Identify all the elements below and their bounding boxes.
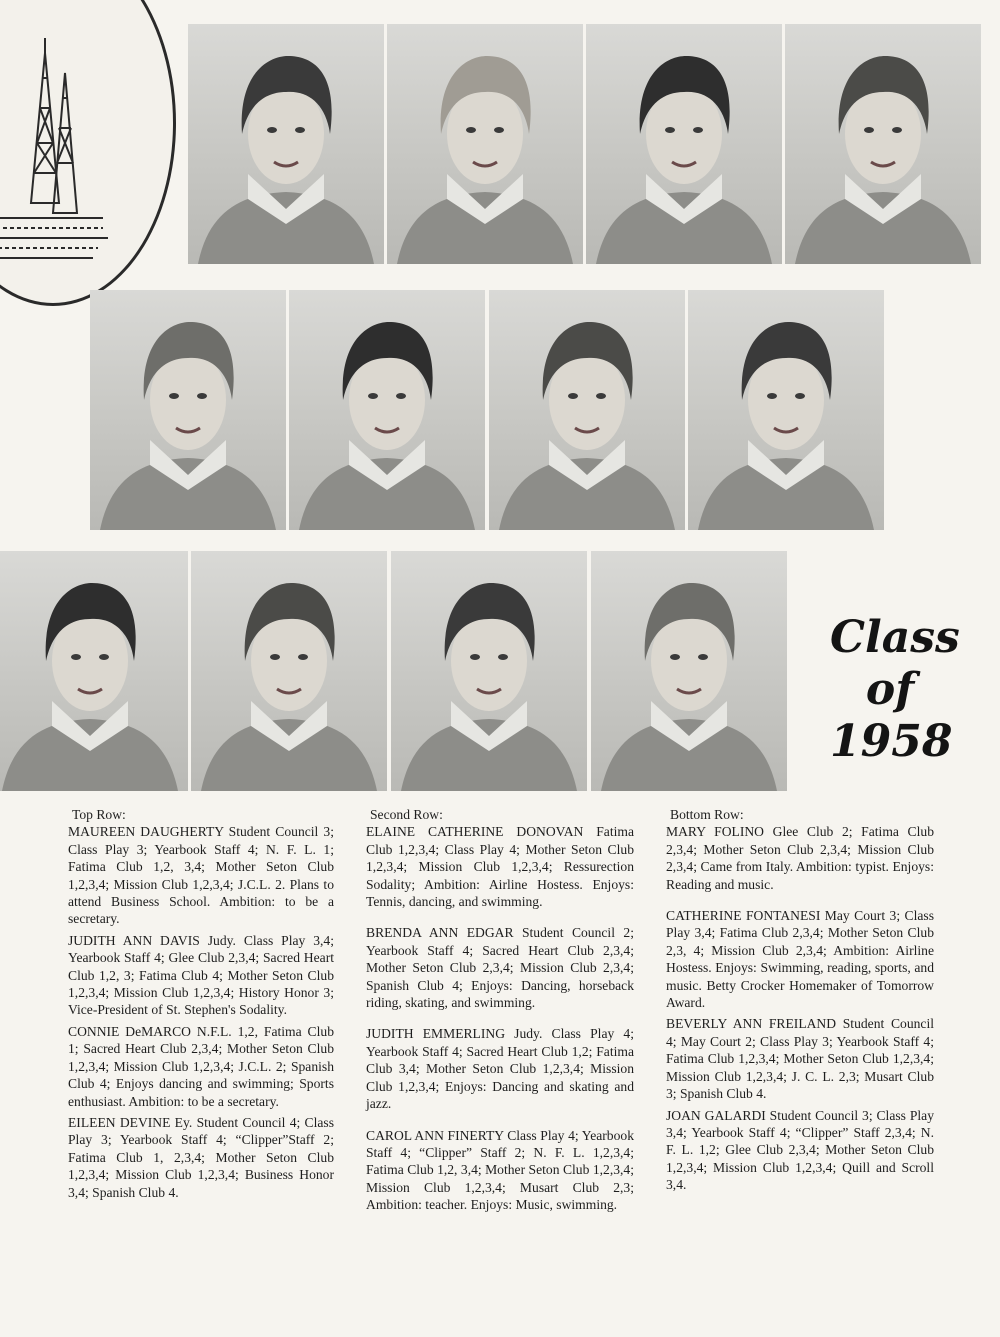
student-portrait-photo xyxy=(785,24,981,264)
school-seal-emblem xyxy=(0,0,176,306)
student-portrait-photo xyxy=(90,290,286,530)
student-portrait-photo xyxy=(586,24,782,264)
student-portrait-photo xyxy=(387,24,583,264)
title-line-3: 1958 xyxy=(830,716,953,767)
student-portrait-photo xyxy=(489,290,685,530)
bio-entry: CATHERINE FONTANESI May Court 3; Class Play 3,4; Fatima Club 2,3,4; Mother Seton Club 2,3, 4; Mission Club 2,3,4; Ambition: Airline Hostess. Enjoys: Swimming, reading, sports, and music. Betty Crocker Homemaker of Tomorrow Award. xyxy=(666,908,934,1011)
bio-entry: MAUREEN DAUGHERTY Student Council 3; Class Play 3; Yearbook Staff 4; N. F. L. 1; Fatima Club 1,2, 3,4; Mother Seton Club 1,2,3,4; Mission Club 1,2,3,4; J.C.L. 2. Plans to attend Business School. Ambition: to be a secretary. xyxy=(68,824,334,927)
bio-entry: EILEEN DEVINE Ey. Student Council 4; Class Play 3; Yearbook Staff 4; “Clipper”Staff 2; Fatima Club 1, 2,3,4; Mother Seton Club 1,2,3,4; Mission Club 1,2,3,4; Business Honor 3,4; Spanish Club 4. xyxy=(68,1114,334,1200)
bio-entry: JOAN GALARDI Student Council 3; Class Play 3,4; Yearbook Staff 4; “Clipper” Staff 2,3,4; N. F. L. 1,2; Glee Club 2,3,4; Mother Seton Club 1,2,3,4; Mission Club 1,2,3,4; Quill and Scroll 3,4. xyxy=(666,1107,934,1193)
bio-entry: CAROL ANN FINERTY Class Play 4; Yearbook Staff 4; “Clipper” Staff 2; N. F. L. 1,2,3,4; Fatima Club 1,2, 3,4; Mother Seton Club 1,2,3,4; Mission Club 1,2,3,4; Musart Club 2,3; Ambition: teacher. Enjoys: Music, swimming. xyxy=(366,1127,634,1213)
title-line-2: of xyxy=(865,664,915,715)
student-portrait-photo xyxy=(191,551,387,791)
bio-entry: JUDITH ANN DAVIS Judy. Class Play 3,4; Yearbook Staff 4; Glee Club 2,3,4; Sacred Heart Club 1,2, 3; Fatima Club 4; Mother Seton Club 1,2,3,4; Mission Club 1,2,3,4; History Honor 3; Vice-President of St. Stephen's Sodality. xyxy=(68,932,334,1018)
student-portrait-photo xyxy=(591,551,787,791)
title-line-1: Class xyxy=(830,612,960,663)
bio-entry: BEVERLY ANN FREILAND Student Council 4; May Court 2; Class Play 3; Yearbook Staff 4; Fatima Club 1,2,3,4; Mother Seton Club 1,2,3,4; Mission Club 1,2,3,4; J. C. L. 2,3; Musart Club 3; Spanish Club 4. xyxy=(666,1016,934,1102)
column-bottom-row xyxy=(666,806,934,1198)
oil-derrick-icon xyxy=(0,0,173,303)
column-second-row xyxy=(366,806,634,1228)
bio-entry: BRENDA ANN EDGAR Student Council 2; Yearbook Staff 4; Sacred Heart Club 2,3,4; Mother Seton Club 2,3,4; Mission Club 2,3,4; Spanish Club 4; Enjoys: Dancing, horseback riding, skating, and swimming. xyxy=(366,925,634,1011)
row-label: Top Row: xyxy=(72,807,126,822)
row-label: Second Row: xyxy=(370,807,443,822)
bio-entry: ELAINE CATHERINE DONOVAN Fatima Club 1,2,3,4; Class Play 4; Mother Seton Club 1,2,3,4; Mission Club 1,2,3,4; Ressurection Sodality; Ambition: Airline Hostess. Enjoys: Tennis, dancing, and swimming. xyxy=(366,824,634,910)
student-portrait-photo xyxy=(391,551,587,791)
class-of-1958-title xyxy=(830,612,960,768)
student-portrait-photo xyxy=(0,551,188,791)
bio-entry: JUDITH EMMERLING Judy. Class Play 4; Yearbook Staff 4; Sacred Heart Club 1,2; Fatima Club 3,4; Mother Seton Club 1,2,3,4; Mission Club 1,2,3,4; Enjoys: Dancing and skating and jazz. xyxy=(366,1026,634,1112)
row-label: Bottom Row: xyxy=(670,807,744,822)
bio-entry: MARY FOLINO Glee Club 2; Fatima Club 2,3,4; Mother Seton Club 2,3,4; Mission Club 2,3,4; Came from Italy. Ambition: typist. Enjoys: Reading and music. xyxy=(666,824,934,892)
student-portrait-photo xyxy=(289,290,485,530)
student-portrait-photo xyxy=(688,290,884,530)
bio-entry: CONNIE DeMARCO N.F.L. 1,2, Fatima Club 1; Sacred Heart Club 2,3,4; Mother Seton Club 1,2,3,4; Mission Club 1,2,3,4; J.C.L. 2; Spanish Club 4; Enjoys dancing and swimming; Sports enthusiast. Ambition: to be a secretary. xyxy=(68,1023,334,1109)
column-top-row xyxy=(68,806,334,1205)
student-portrait-photo xyxy=(188,24,384,264)
